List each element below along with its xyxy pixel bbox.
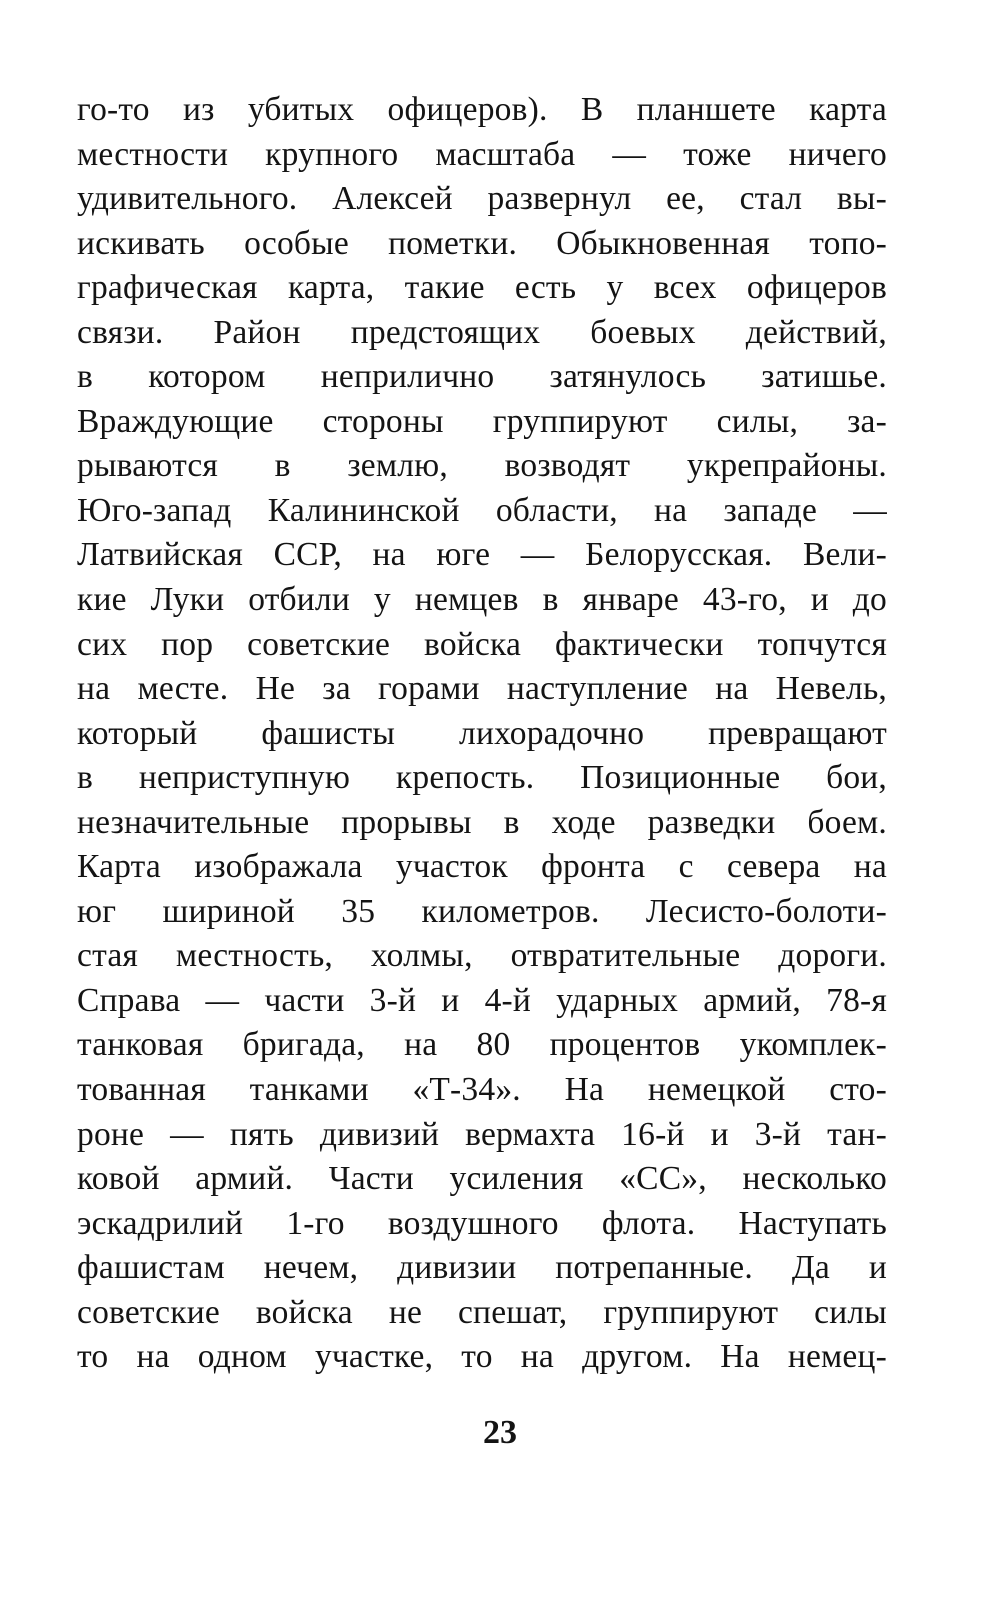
text-line: рываются в землю, возводят укрепрайоны.: [77, 447, 887, 485]
text-line: тованная танками «Т-34». На немецкой сто-: [77, 1071, 887, 1109]
text-line: Латвийская ССР, на юге — Белорусская. Вели-: [77, 536, 887, 574]
page-number: 23: [483, 1414, 517, 1451]
text-line: искивать особые пометки. Обыкновенная топо-: [77, 224, 887, 262]
text-line: удивительного. Алексей развернул ее, стал вы-: [77, 180, 887, 218]
text-line: в неприступную крепость. Позиционные бои,: [77, 759, 887, 797]
text-line: го-то из убитых офицеров). В планшете карта: [77, 91, 887, 128]
text-line: в котором неприлично затянулось затишье.: [77, 358, 887, 396]
text-line: Справа — части 3-й и 4-й ударных армий, 78-я: [77, 981, 887, 1019]
text-line: на месте. Не за горами наступление на Невель,: [77, 670, 887, 708]
text-line: ковой армий. Части усиления «СС», несколько: [77, 1160, 887, 1198]
text-line: Карта изображала участок фронта с севера на: [77, 848, 887, 886]
text-line: эскадрилий 1-го воздушного флота. Наступать: [77, 1204, 887, 1242]
text-line: Юго-запад Калининской области, на западе —: [77, 491, 887, 529]
text-line: графическая карта, такие есть у всех офицеров: [77, 269, 887, 307]
text-line: местности крупного масштаба — тоже ничего: [77, 135, 887, 173]
text-line: советские войска не спешат, группируют силы: [77, 1293, 887, 1331]
text-line: стая местность, холмы, отвратительные дороги.: [77, 937, 887, 975]
text-line: юг шириной 35 километров. Лесисто-болоти-: [77, 892, 887, 930]
text-line: то на одном участке, то на другом. На немец-: [77, 1338, 887, 1376]
text-line: сих пор советские войска фактически топчутся: [77, 625, 887, 663]
text-line: Враждующие стороны группируют силы, за-: [77, 402, 887, 440]
text-line: который фашисты лихорадочно превращают: [77, 714, 887, 752]
text-line: кие Луки отбили у немцев в январе 43-го, и до: [77, 581, 887, 619]
text-line: танковая бригада, на 80 процентов укомплек-: [77, 1026, 887, 1064]
body-text: [77, 88, 887, 1380]
text-line: роне — пять дивизий вермахта 16-й и 3-й тан-: [77, 1115, 887, 1153]
text-line: связи. Район предстоящих боевых действий,: [77, 313, 887, 351]
text-line: незначительные прорывы в ходе разведки боем.: [77, 803, 887, 841]
text-line: фашистам нечем, дивизии потрепанные. Да и: [77, 1249, 887, 1287]
